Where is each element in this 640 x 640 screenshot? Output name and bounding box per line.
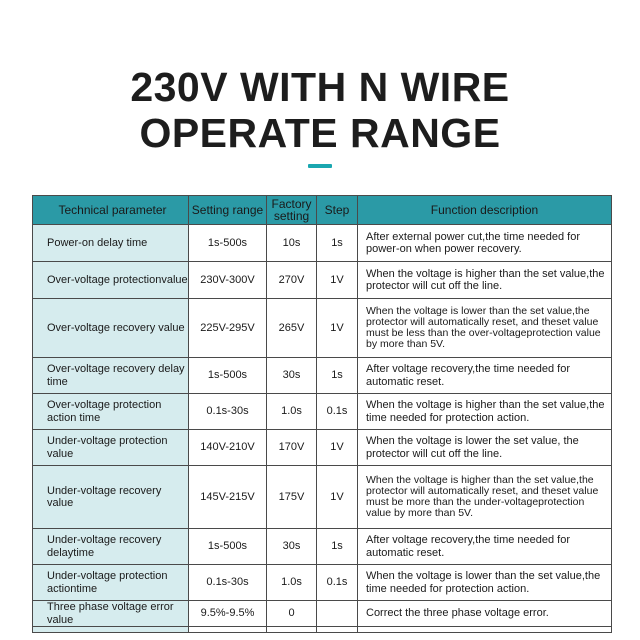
row-description: When the voltage is higher than the set value,the protector will cut off the line. bbox=[358, 262, 612, 299]
row-description: When the voltage is lower than the set value,the time needed for protection action. bbox=[358, 565, 612, 601]
row-step: 0.1s bbox=[317, 565, 358, 601]
table-row bbox=[33, 601, 612, 627]
table-row bbox=[33, 466, 612, 529]
row-setting-range: 0.1s-30s bbox=[189, 394, 267, 430]
row-parameter: Power-on delay time bbox=[33, 225, 189, 262]
row-setting-range: 230V-300V bbox=[189, 262, 267, 299]
row-factory-setting: 0 bbox=[267, 601, 317, 627]
row-parameter: Under-voltage protection actiontime bbox=[33, 565, 189, 601]
row-step: 1s bbox=[317, 225, 358, 262]
table-row bbox=[33, 529, 612, 565]
page-title-line-1: 230V WITH N WIRE bbox=[130, 64, 510, 110]
header-technical-parameter: Technical parameter bbox=[33, 196, 189, 225]
row-setting-range: 1s-500s bbox=[189, 529, 267, 565]
row-factory-setting: 1.0s bbox=[267, 394, 317, 430]
table-row bbox=[33, 565, 612, 601]
row-parameter: Under-voltage protection value bbox=[33, 430, 189, 466]
table-row bbox=[33, 299, 612, 358]
row-parameter: Over-voltage recovery delay time bbox=[33, 358, 189, 394]
table-header-row bbox=[33, 196, 612, 225]
row-parameter: Under-voltage recovery delaytime bbox=[33, 529, 189, 565]
row-setting-range: 9.5%-9.5% bbox=[189, 601, 267, 627]
row-setting-range: 145V-215V bbox=[189, 466, 267, 529]
row-setting-range: 0.1s-30s bbox=[189, 565, 267, 601]
row-setting-range: 1s-500s bbox=[189, 225, 267, 262]
row-step: 1s bbox=[317, 529, 358, 565]
row-step: 1V bbox=[317, 299, 358, 358]
row-parameter: Over-voltage protectionvalue bbox=[33, 262, 189, 299]
row-factory-setting: 265V bbox=[267, 299, 317, 358]
spec-table bbox=[32, 195, 612, 633]
table-row bbox=[33, 430, 612, 466]
row-description: When the voltage is lower the set value, the protector will cut off the line. bbox=[358, 430, 612, 466]
row-step: 1s bbox=[317, 358, 358, 394]
row-factory-setting: 270V bbox=[267, 262, 317, 299]
table-row bbox=[33, 358, 612, 394]
header-setting-range: Setting range bbox=[189, 196, 267, 225]
row-step: 1V bbox=[317, 430, 358, 466]
row-step: 1V bbox=[317, 466, 358, 529]
row-step: 1V bbox=[317, 262, 358, 299]
row-description: After external power cut,the time needed for power-on when power recovery. bbox=[358, 225, 612, 262]
row-setting-range: 225V-295V bbox=[189, 299, 267, 358]
table-row bbox=[33, 394, 612, 430]
row-parameter: Under-voltage recovery value bbox=[33, 466, 189, 529]
row-parameter: Over-voltage protection action time bbox=[33, 394, 189, 430]
header-step: Step bbox=[317, 196, 358, 225]
row-description: When the voltage is higher than the set value,the time needed for protection action. bbox=[358, 394, 612, 430]
row-description: When the voltage is lower than the set value,the protector will automatically reset, and theset value must be less than the over-voltageprotection value by more than 5V. bbox=[358, 299, 612, 358]
row-factory-setting: 170V bbox=[267, 430, 317, 466]
row-factory-setting: 175V bbox=[267, 466, 317, 529]
header-function-description: Function description bbox=[358, 196, 612, 225]
row-description: When the voltage is higher than the set value,the protector will automatically reset, and theset value must be more than the under-voltageprotection value by more than 5V. bbox=[358, 466, 612, 529]
row-description: Correct the three phase voltage error. bbox=[358, 601, 612, 627]
header-factory-setting: Factory setting bbox=[267, 196, 317, 225]
row-description: After voltage recovery,the time needed for automatic reset. bbox=[358, 358, 612, 394]
row-parameter: Three phase voltage error value bbox=[33, 601, 189, 627]
row-factory-setting: 1.0s bbox=[267, 565, 317, 601]
row-factory-setting: 30s bbox=[267, 529, 317, 565]
row-factory-setting: 30s bbox=[267, 358, 317, 394]
row-step bbox=[317, 601, 358, 627]
table-row bbox=[33, 225, 612, 262]
table-row-cut-off bbox=[33, 627, 612, 633]
row-factory-setting: 10s bbox=[267, 225, 317, 262]
row-parameter: Over-voltage recovery value bbox=[33, 299, 189, 358]
row-description: After voltage recovery,the time needed for automatic reset. bbox=[358, 529, 612, 565]
table-row bbox=[33, 262, 612, 299]
row-setting-range: 140V-210V bbox=[189, 430, 267, 466]
title-accent-bar bbox=[308, 164, 332, 168]
page-title-line-2: OPERATE RANGE bbox=[139, 110, 501, 156]
row-setting-range: 1s-500s bbox=[189, 358, 267, 394]
row-step: 0.1s bbox=[317, 394, 358, 430]
